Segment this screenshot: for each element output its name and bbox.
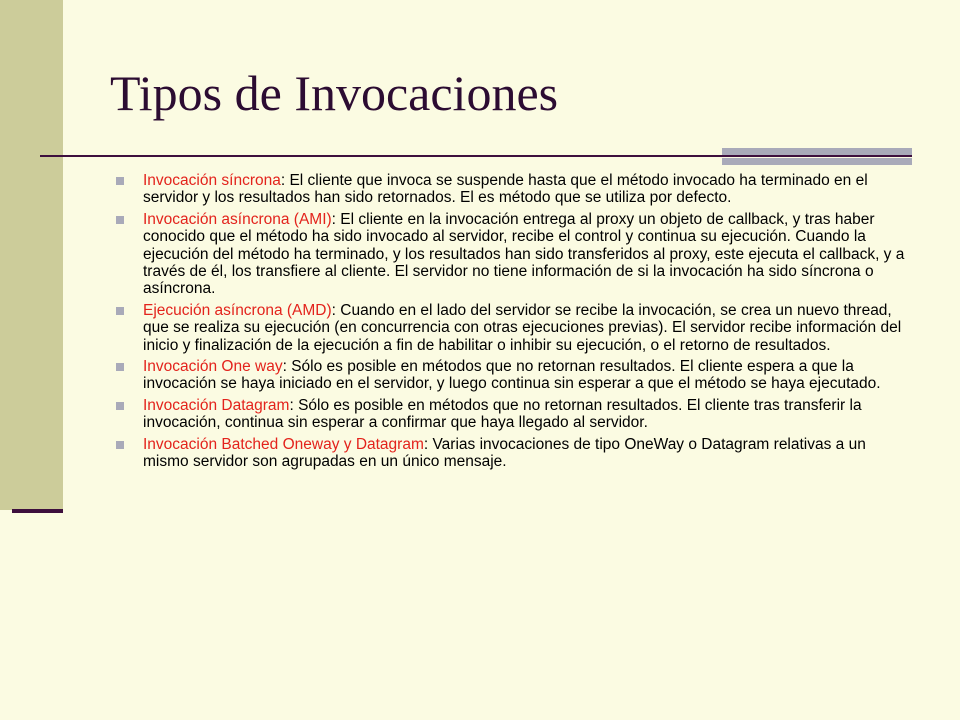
slide-title: Tipos de Invocaciones: [110, 65, 559, 121]
bullet-square-icon: [116, 402, 124, 410]
bullet-term: Ejecución asíncrona (AMD): [143, 301, 332, 319]
bullet-term: Invocación One way: [143, 358, 283, 376]
bullet-square-icon: [116, 441, 124, 449]
bullet-text: : Cuando en el lado del servidor se recibe la invocación, se crea un nuevo thread, que se realiza su ejecución (en concurrencia con otras ejecuciones previas). El servidor recibe información del inicio y finalización de la ejecución a fin de habilitar o inhibir su ejecución, o el retorno de resultados.: [143, 301, 902, 354]
bullet-text: : Sólo es posible en métodos que no retornan resultados. El cliente tras transferir la invocación, continua sin esperar a confirmar que haya llegado al servidor.: [143, 396, 862, 432]
bullet-text: : El cliente que invoca se suspende hasta que el método invocado ha terminado en el servidor y los resultados han sido retornados. El es método que se utiliza por defecto.: [143, 172, 868, 207]
bullet-square-icon: [116, 216, 124, 224]
bullet-item-invocacion-batched: [143, 436, 913, 471]
bullet-term: Invocación Datagram: [143, 396, 290, 414]
divider-accent-bar-upper: [722, 148, 912, 155]
bullet-term: Invocación síncrona: [143, 172, 281, 189]
bullet-item-ejecucion-asincrona-amd: [143, 302, 913, 354]
bullet-item-invocacion-one-way: [143, 358, 913, 393]
bullet-item-invocacion-sincrona: [143, 172, 913, 207]
bullet-text: : Varias invocaciones de tipo OneWay o Datagram relativas a un mismo servidor son agrupadas en un único mensaje.: [143, 435, 866, 471]
bullet-list: [143, 172, 913, 475]
bullet-square-icon: [116, 307, 124, 315]
bullet-square-icon: [116, 363, 124, 371]
bullet-item-invocacion-datagram: [143, 397, 913, 432]
bullet-square-icon: [116, 177, 124, 185]
bullet-term: Invocación asíncrona (AMI): [143, 210, 332, 228]
title-divider-line: [40, 155, 912, 157]
left-band-foot-line: [12, 509, 63, 513]
divider-accent-bar-lower: [722, 158, 912, 165]
bullet-text: : El cliente en la invocación entrega al proxy un objeto de callback, y tras haber conocido que el método ha sido invocado al servidor, recibe el control y continua su ejecución. Cuando la ejecución del método ha terminado, y los resultados han sido transferidos al proxy, este ejecuta el callback, y a través de él, los transfiere al cliente. El servidor no tiene información de si la invocación ha sido síncrona o asíncrona.: [143, 210, 905, 298]
left-decorative-band: [0, 0, 63, 510]
bullet-term: Invocación Batched Oneway y Datagram: [143, 435, 424, 453]
bullet-text: : Sólo es posible en métodos que no retornan resultados. El cliente espera a que la invocación se haya iniciado en el servidor, y luego continua sin esperar a que el método se haya ejecutado.: [143, 358, 881, 393]
bullet-item-invocacion-asincrona-ami: [143, 211, 913, 298]
